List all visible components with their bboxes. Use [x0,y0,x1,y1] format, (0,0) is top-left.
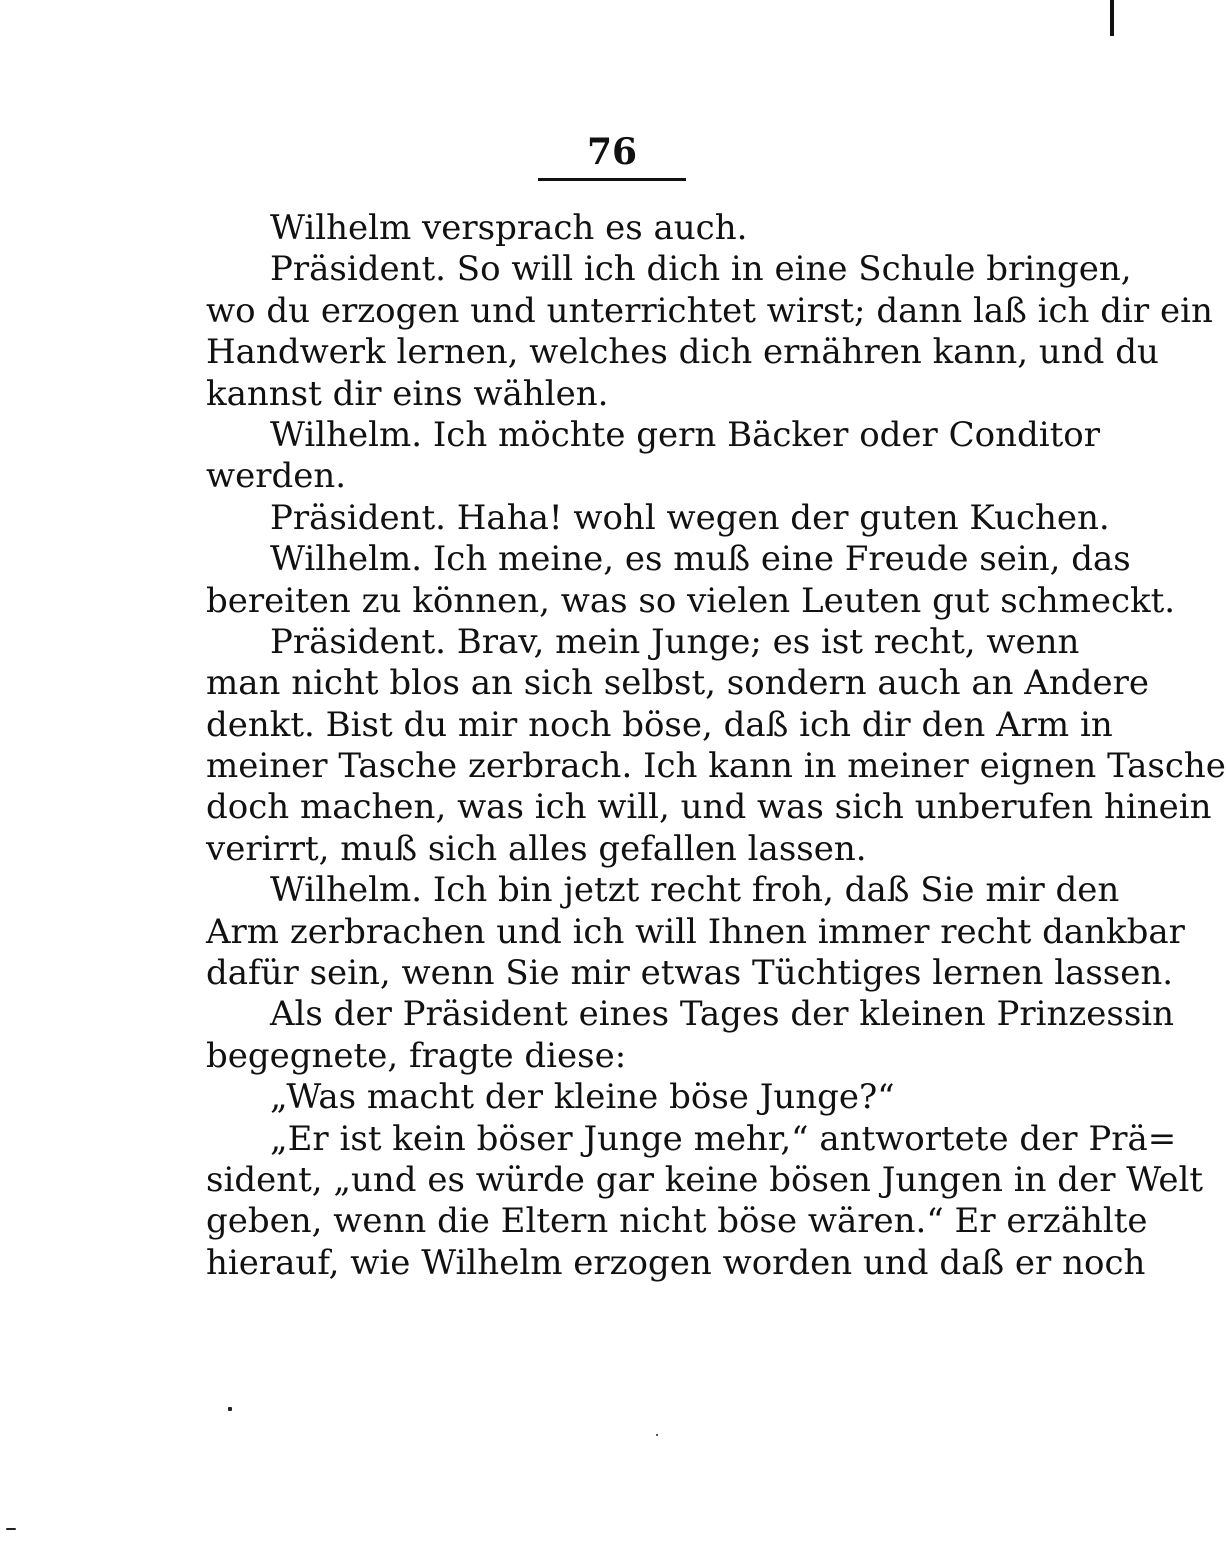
text-line: Wilhelm. Ich möchte gern Bäcker oder Conditor [270,414,1101,455]
text-line: denkt. Bist du mir noch böse, daß ich dir den Arm in [206,704,1113,745]
text-line: meiner Tasche zerbrach. Ich kann in meiner eignen Tasche [206,746,1226,787]
text-line: sident, „und es würde gar keine bösen Jungen in der Welt [206,1159,1204,1200]
text-line: „Was macht der kleine böse Junge?“ [270,1077,895,1118]
body-text [206,208,1226,1284]
text-line: Wilhelm. Ich meine, es muß eine Freude sein, das [270,539,1131,580]
text-line: Wilhelm. Ich bin jetzt recht froh, daß Sie mir den [270,870,1120,911]
print-speck [656,1434,658,1436]
text-line: Als der Präsident eines Tages der kleinen Prinzessin [270,994,1175,1035]
text-line: Handwerk lernen, welches dich ernähren kann, und du [206,332,1159,373]
print-speck [6,1528,16,1530]
text-line: kannst dir eins wählen. [206,373,609,414]
edge-mark [1110,0,1114,36]
text-line: „Er ist kein böser Junge mehr,“ antwortete der Prä= [270,1118,1177,1159]
text-line: werden. [206,456,347,497]
text-line: Präsident. Haha! wohl wegen der guten Kuchen. [270,497,1110,538]
text-line: Wilhelm versprach es auch. [270,208,748,248]
text-line: begegnete, fragte diese: [206,1035,627,1076]
text-line: geben, wenn die Eltern nicht böse wären.“ Er erzählte [206,1201,1148,1242]
text-line: bereiten zu können, was so vielen Leuten gut schmeckt. [206,580,1176,621]
text-line: dafür sein, wenn Sie mir etwas Tüchtiges lernen lassen. [206,953,1174,994]
text-line: man nicht blos an sich selbst, sondern auch an Andere [206,663,1150,704]
text-line: wo du erzogen und unterrichtet wirst; dann laß ich dir ein [206,290,1213,331]
print-speck [228,1407,232,1411]
text-line: Präsident. Brav, mein Junge; es ist recht, wenn [270,621,1080,662]
text-line: doch machen, was ich will, und was sich unberufen hinein [206,787,1212,828]
text-line: hierauf, wie Wilhelm erzogen worden und daß er noch [206,1242,1146,1283]
text-line: verirrt, muß sich alles gefallen lassen. [206,828,867,869]
page-number-rule [538,178,686,181]
text-line: Arm zerbrachen und ich will Ihnen immer recht dankbar [206,911,1185,952]
page-number: 76 [586,131,638,173]
text-line: Präsident. So will ich dich in eine Schule bringen, [270,249,1132,290]
